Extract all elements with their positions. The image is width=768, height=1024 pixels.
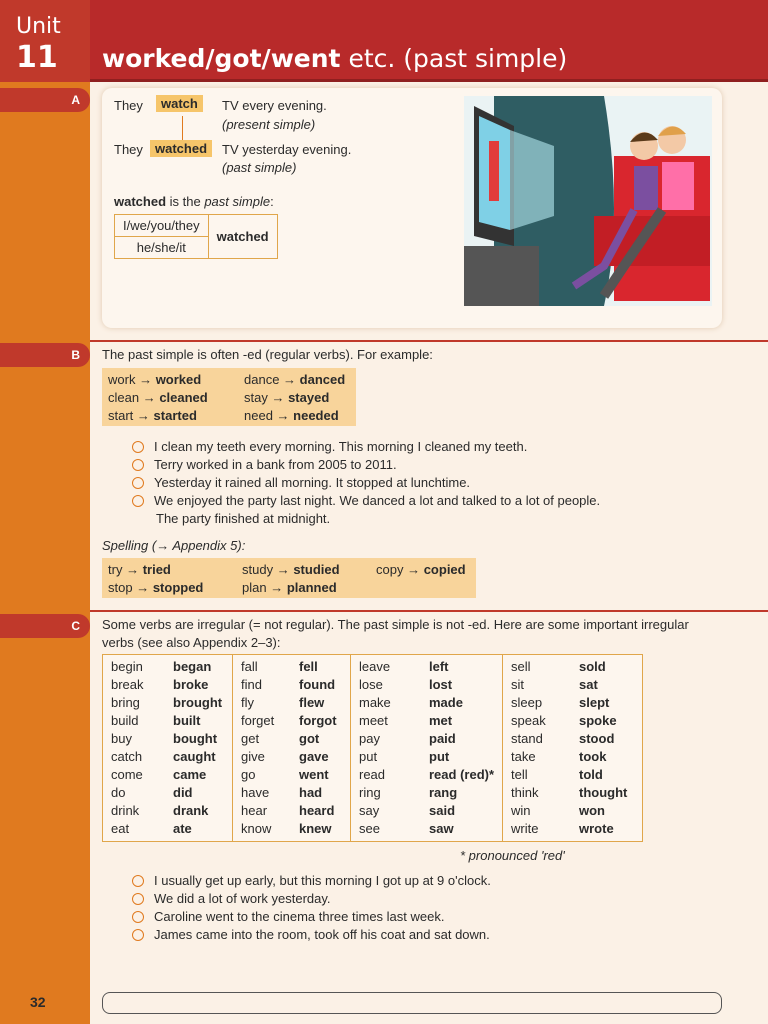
spelling-pair: try → tried bbox=[108, 562, 171, 577]
section-c-intro-2: verbs (see also Appendix 2–3): bbox=[102, 635, 281, 650]
title-bar bbox=[90, 0, 768, 82]
irregular-verb-row: forget forgot bbox=[241, 713, 337, 728]
line1-note: (present simple) bbox=[222, 117, 316, 132]
line2-text: TV yesterday evening. bbox=[222, 142, 352, 157]
irregular-verb-row: do did bbox=[111, 785, 193, 800]
irregular-verb-row: sell sold bbox=[511, 659, 606, 674]
irregular-verb-row: tell told bbox=[511, 767, 603, 782]
page-title bbox=[102, 44, 567, 73]
irregular-verb-row: bring brought bbox=[111, 695, 223, 710]
spelling-pair: plan → planned bbox=[242, 580, 337, 595]
title-bold: worked/got/went bbox=[102, 44, 341, 73]
example-b-3: Yesterday it rained all morning. It stopped at lunchtime. bbox=[132, 475, 470, 490]
irregular-verb-row: drink drank bbox=[111, 803, 209, 818]
verb-pair: stay → stayed bbox=[244, 390, 330, 405]
irregular-verb-row: sleep slept bbox=[511, 695, 610, 710]
sidebar bbox=[0, 0, 90, 1024]
line2-note: (past simple) bbox=[222, 160, 297, 175]
verb-pair: dance → danced bbox=[244, 372, 346, 387]
spelling-pair: stop → stopped bbox=[108, 580, 204, 595]
example-c-3: Caroline went to the cinema three times last week. bbox=[132, 909, 444, 924]
section-tab-a: A bbox=[0, 88, 90, 112]
irregular-verb-row: fly flew bbox=[241, 695, 325, 710]
irregular-verb-row: make made bbox=[359, 695, 463, 710]
example-c-4: James came into the room, took off his coat and sat down. bbox=[132, 927, 490, 942]
irregular-verb-row: see saw bbox=[359, 821, 454, 836]
irregular-verb-row: read read (red)* bbox=[359, 767, 495, 782]
spelling-pair: study → studied bbox=[242, 562, 340, 577]
irregular-verbs-table bbox=[102, 654, 643, 842]
example-b-1: I clean my teeth every morning. This morning I cleaned my teeth. bbox=[132, 439, 527, 454]
irregular-verb-row: break broke bbox=[111, 677, 209, 692]
unit-box bbox=[0, 0, 90, 82]
unit-word: Unit bbox=[16, 14, 61, 39]
example-c-1: I usually get up early, but this morning I got up at 9 o'clock. bbox=[132, 873, 491, 888]
they-2: They bbox=[114, 142, 143, 157]
irregular-verb-row: build built bbox=[111, 713, 201, 728]
conjugation-table bbox=[114, 214, 278, 259]
irregular-verb-row: find found bbox=[241, 677, 336, 692]
watch-highlight: watch bbox=[156, 95, 203, 112]
verb-pair: start → started bbox=[108, 408, 197, 423]
is-past-line: watched is the past simple: bbox=[114, 194, 274, 209]
section-tab-c: C bbox=[0, 614, 90, 638]
regular-verbs-box bbox=[102, 368, 356, 426]
irregular-verb-row: begin began bbox=[111, 659, 212, 674]
example-b-4: We enjoyed the party last night. We danced a lot and talked to a lot of people. bbox=[132, 493, 600, 508]
footer-links bbox=[102, 992, 722, 1014]
tv-couple-illustration bbox=[464, 96, 712, 306]
spelling-label: Spelling (→ Appendix 5): bbox=[102, 538, 246, 553]
irregular-verb-row: ring rang bbox=[359, 785, 458, 800]
section-b-intro: The past simple is often -ed (regular verbs). For example: bbox=[102, 347, 433, 362]
watched-cell: watched bbox=[208, 215, 277, 259]
pronoun-cell-1: I/we/you/they bbox=[115, 215, 209, 237]
irregular-verb-row: put put bbox=[359, 749, 450, 764]
irregular-verb-row: fall fell bbox=[241, 659, 318, 674]
irregular-verb-row: catch caught bbox=[111, 749, 216, 764]
irregular-verb-row: write wrote bbox=[511, 821, 614, 836]
irregular-verb-row: lose lost bbox=[359, 677, 453, 692]
title-rest: etc. (past simple) bbox=[340, 44, 568, 73]
irregular-verb-row: get got bbox=[241, 731, 320, 746]
spelling-pair: copy → copied bbox=[376, 562, 466, 577]
example-b-2: Terry worked in a bank from 2005 to 2011. bbox=[132, 457, 397, 472]
irregular-verb-row: think thought bbox=[511, 785, 628, 800]
verb-pair: clean → cleaned bbox=[108, 390, 208, 405]
example-c-2: We did a lot of work yesterday. bbox=[132, 891, 331, 906]
example-b-5: The party finished at midnight. bbox=[156, 511, 331, 526]
divider-c bbox=[90, 610, 768, 612]
section-c-intro-1: Some verbs are irregular (= not regular). The past simple is not -ed. Here are some important irregular bbox=[102, 617, 689, 632]
verb-pair: need → needed bbox=[244, 408, 339, 423]
divider-b bbox=[90, 340, 768, 342]
irregular-verb-row: pay paid bbox=[359, 731, 456, 746]
they-1: They bbox=[114, 98, 143, 113]
verb-pair: work → worked bbox=[108, 372, 202, 387]
irregular-verb-row: leave left bbox=[359, 659, 449, 674]
irregular-verb-row: eat ate bbox=[111, 821, 192, 836]
irregular-verb-row: meet met bbox=[359, 713, 453, 728]
irregular-verb-row: have had bbox=[241, 785, 323, 800]
pronoun-cell-2: he/she/it bbox=[115, 237, 209, 259]
irregular-verb-row: hear heard bbox=[241, 803, 335, 818]
irregular-verb-row: know knew bbox=[241, 821, 332, 836]
line1-text: TV every evening. bbox=[222, 98, 327, 113]
unit-number: 11 bbox=[16, 40, 58, 75]
spelling-box bbox=[102, 558, 476, 598]
irregular-verb-row: give gave bbox=[241, 749, 329, 764]
irregular-verb-row: say said bbox=[359, 803, 456, 818]
irregular-verb-row: win won bbox=[511, 803, 605, 818]
irregular-verb-row: sit sat bbox=[511, 677, 598, 692]
irregular-verb-row: take took bbox=[511, 749, 607, 764]
irregular-verb-row: speak spoke bbox=[511, 713, 617, 728]
irregular-verb-row: stand stood bbox=[511, 731, 615, 746]
irregular-verb-row: buy bought bbox=[111, 731, 218, 746]
irregular-verb-row: go went bbox=[241, 767, 329, 782]
section-tab-b: B bbox=[0, 343, 90, 367]
watched-highlight: watched bbox=[150, 140, 212, 157]
irregular-verb-row: come came bbox=[111, 767, 207, 782]
pronounced-note: * pronounced 'red' bbox=[460, 848, 565, 863]
page-number: 32 bbox=[30, 994, 46, 1010]
